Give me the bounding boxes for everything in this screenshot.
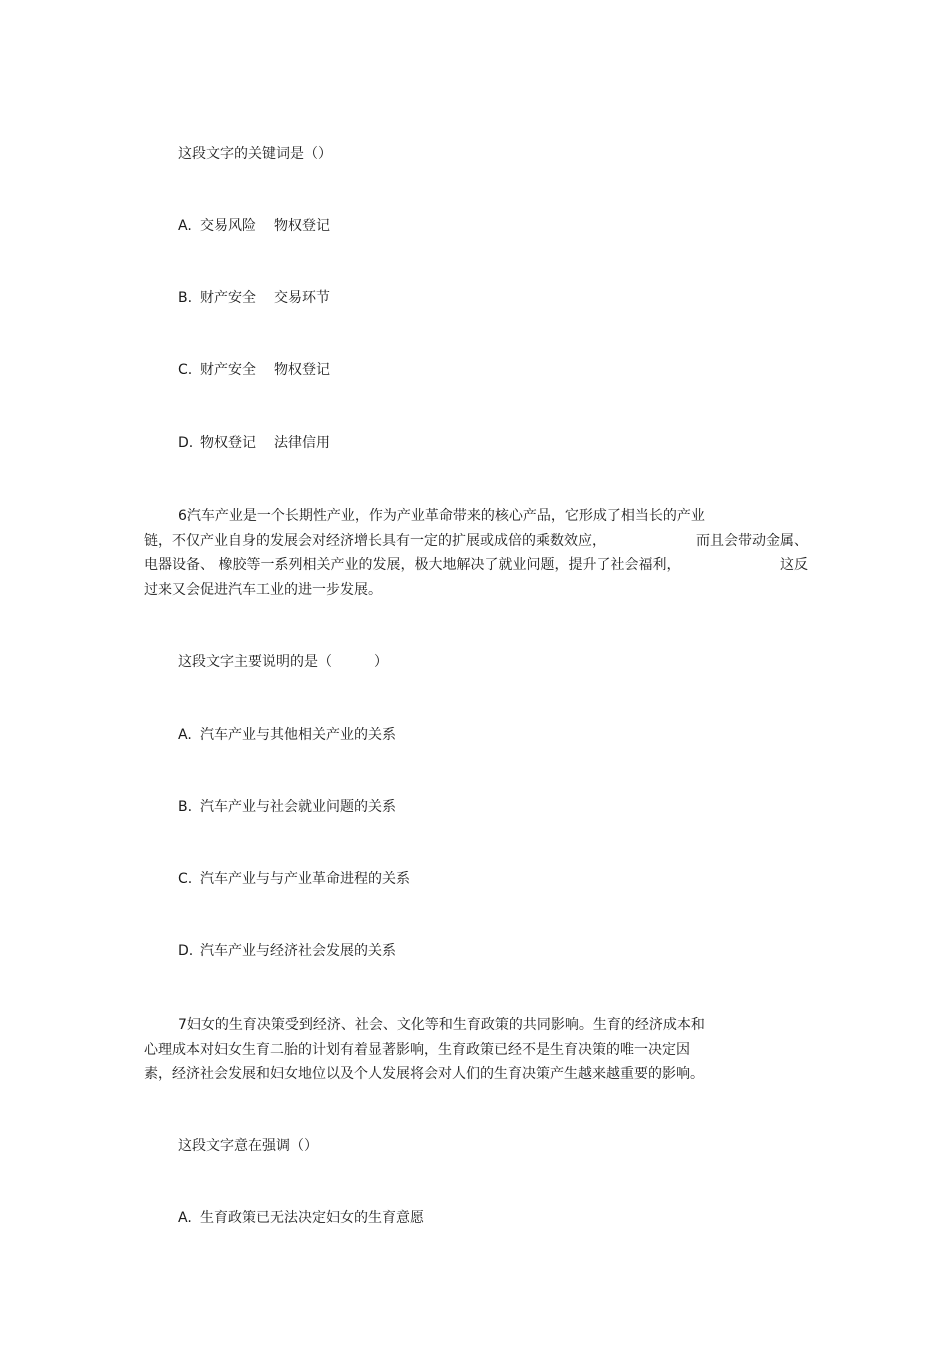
option-part-2: 交易环节 [274,290,330,306]
option-letter: A. [178,1210,192,1226]
question-6-stem: 这段文字主要说明的是（ ） [178,654,388,670]
option-part-1: 财产安全 [200,362,256,378]
option-part-2: 物权登记 [274,362,330,378]
option-letter: A. [178,727,192,743]
passage-line: 7妇女的生育决策受到经济、社会、文化等和生育政策的共同影响。生育的经济成本和 [178,1017,705,1033]
option-part-1: 交易风险 [200,218,256,234]
q5-option-b [178,288,330,308]
option-letter: B. [178,799,193,815]
option-text: 汽车产业与其他相关产业的关系 [200,727,396,743]
question-7-stem: 这段文字意在强调（） [178,1138,318,1154]
q6-option-d [178,941,396,961]
option-text: 汽车产业与与产业革命进程的关系 [200,871,410,887]
passage-line [144,553,808,578]
q6-option-b [178,797,396,817]
option-part-2: 物权登记 [274,218,330,234]
q5-option-c [178,360,330,380]
option-letter: D. [178,943,194,959]
passage-segment: 这反 [780,557,808,573]
option-letter: C. [178,871,193,887]
passage-line [144,529,808,554]
option-letter: A. [178,218,192,234]
option-text: 汽车产业与社会就业问题的关系 [200,799,396,815]
passage-line: 心理成本对妇女生育二胎的计划有着显著影响，生育政策已经不是生育决策的唯一决定因 [144,1041,690,1058]
q5-option-d [178,433,330,453]
question-7-passage [144,1013,808,1087]
passage-line: 6汽车产业是一个长期性产业，作为产业革命带来的核心产品，它形成了相当长的产业 [178,508,705,524]
option-part-1: 物权登记 [200,435,256,451]
passage-line: 过来又会促进汽车工业的进一步发展。 [144,581,382,598]
q6-option-c [178,869,410,889]
option-part-1: 财产安全 [200,290,256,306]
passage-segment: 电器设备、 橡胶等一系列相关产业的发展，极大地解决了就业问题，提升了社会福利， [144,557,681,573]
passage-segment: 链，不仅产业自身的发展会对经济增长具有一定的扩展或成倍的乘数效应， [144,532,606,549]
question-5-stem: 这段文字的关键词是（） [178,146,332,162]
option-part-2: 法律信用 [274,435,330,451]
option-letter: C. [178,362,193,378]
option-letter: B. [178,290,193,306]
q5-option-a [178,216,330,236]
q7-option-a [178,1208,424,1228]
option-letter: D. [178,435,194,451]
option-text: 生育政策已无法决定妇女的生育意愿 [200,1210,424,1226]
passage-segment: 而且会带动金属、 [696,532,808,549]
question-6-passage [144,504,808,602]
passage-line: 素，经济社会发展和妇女地位以及个人发展将会对人们的生育决策产生越来越重要的影响。 [144,1066,704,1082]
option-text: 汽车产业与经济社会发展的关系 [200,943,396,959]
q6-option-a [178,725,396,745]
